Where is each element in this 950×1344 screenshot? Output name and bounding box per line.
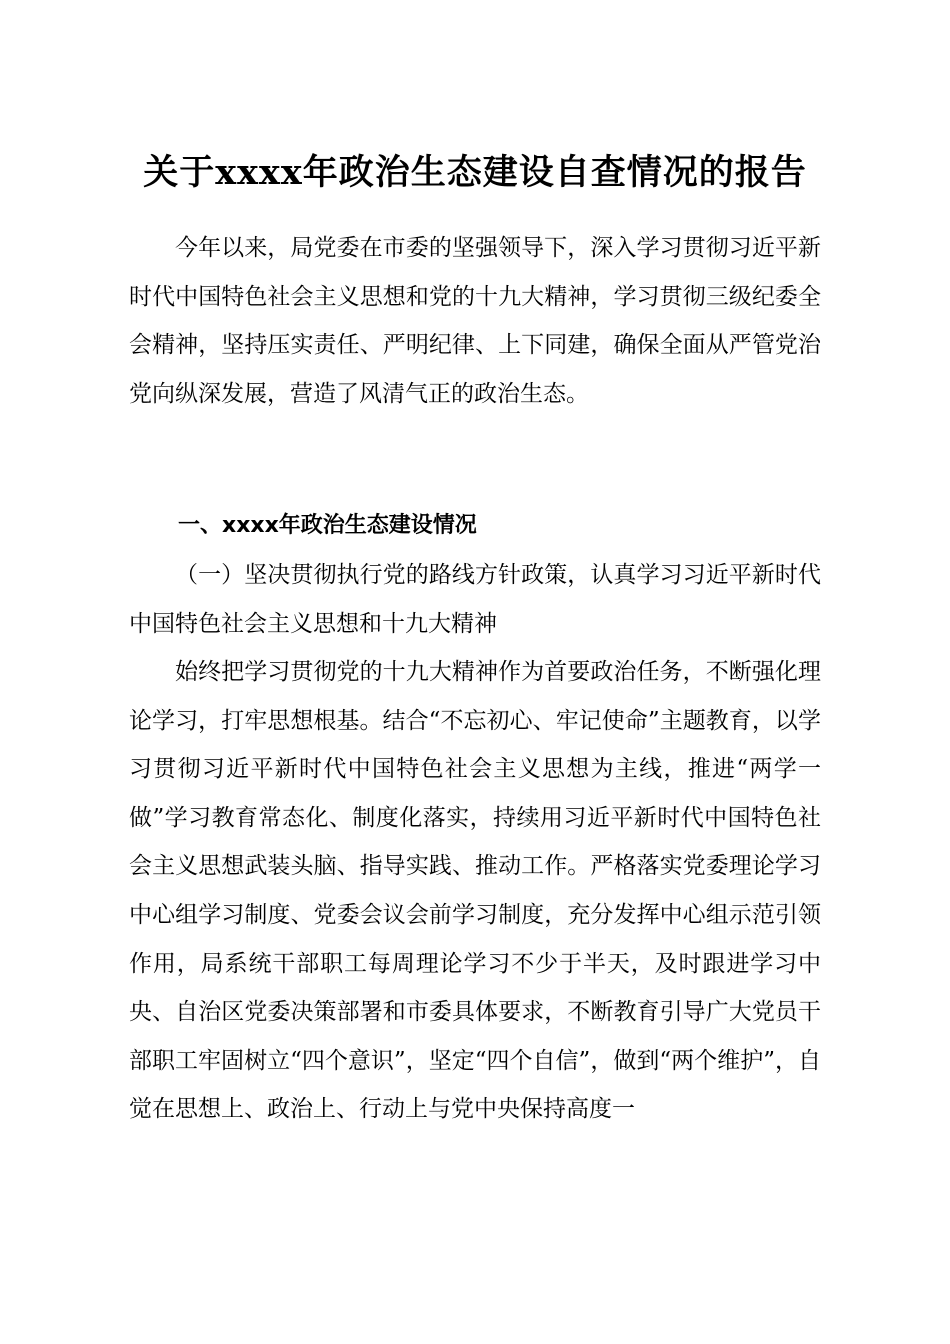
document-title: 关于xxxx年政治生态建设自查情况的报告	[143, 152, 807, 193]
subsection-heading: （一）坚决贯彻执行党的路线方针政策，认真学习习近平新时代中国特色社会主义思想和十九大精神	[129, 562, 821, 637]
intro-paragraph: 今年以来，局党委在市委的坚强领导下，深入学习贯彻习近平新时代中国特色社会主义思想和党的十九大精神，学习贯彻三级纪委全会精神，坚持压实责任、严明纪律、上下同建，确保全面从严管党治党向纵深发展，营造了风清气正的政治生态。	[129, 235, 821, 407]
section-heading: 一、xxxx年政治生态建设情况	[178, 513, 477, 538]
main-paragraph: 始终把学习贯彻党的十九大精神作为首要政治任务，不断强化理论学习，打牢思想根基。结合“不忘初心、牢记使命”主题教育，以学习贯彻习近平新时代中国特色社会主义思想为主线，推进“两学一做”学习教育常态化、制度化落实，持续用习近平新时代中国特色社会主义思想武装头脑、指导实践、推动工作。严格落实党委理论学习中心组学习制度、党委会议会前学习制度，充分发挥中心组示范引领作用，局系统干部职工每周理论学习不少于半天，及时跟进学习中央、自治区党委决策部署和市委具体要求，不断教育引导广大党员干部职工牢固树立“四个意识”，坚定“四个自信”，做到“两个维护”，自觉在思想上、政治上、行动上与党中央保持高度一	[129, 659, 821, 1123]
